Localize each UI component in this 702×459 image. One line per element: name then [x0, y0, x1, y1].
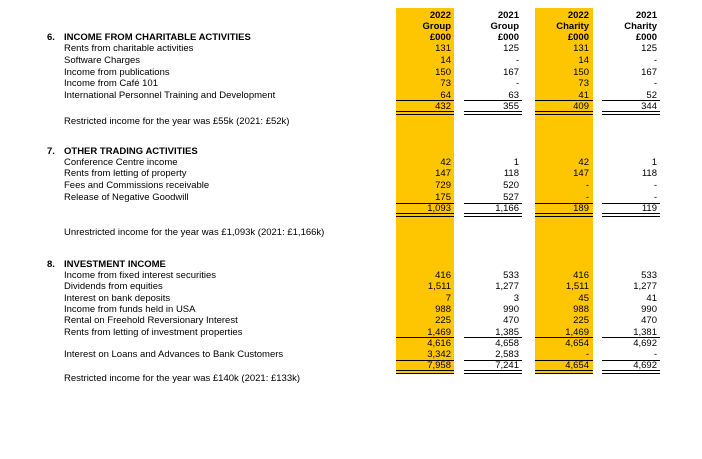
section-8-total: 4,654	[565, 360, 589, 371]
col2-unit: £000	[497, 32, 519, 43]
section-7-title: OTHER TRADING ACTIVITIES	[64, 146, 198, 157]
double-rule	[535, 370, 593, 374]
section-8-total: 7,958	[427, 360, 451, 371]
double-rule	[535, 111, 593, 115]
cell-value: 147	[435, 168, 451, 179]
section-7-total: 189	[573, 203, 589, 214]
cell-value: 3,342	[427, 349, 451, 360]
cell-value: -	[585, 349, 589, 360]
cell-value: -	[653, 180, 657, 191]
cell-value: 1,381	[633, 327, 657, 338]
cell-value: 527	[503, 192, 519, 203]
cell-value: 118	[503, 168, 519, 179]
cell-value: 1	[651, 157, 657, 168]
section-8-subtotal: 4,658	[495, 338, 519, 349]
cell-value: 470	[641, 315, 657, 326]
section-6-total: 355	[503, 101, 519, 112]
cell-value: 41	[646, 293, 657, 304]
col1-unit: £000	[429, 32, 451, 43]
cell-value: 1,277	[495, 281, 519, 292]
double-rule	[602, 111, 660, 115]
double-rule	[396, 111, 454, 115]
cell-value: 533	[503, 270, 519, 281]
cell-value: 988	[435, 304, 451, 315]
double-rule	[464, 111, 522, 115]
row-label: Dividends from equities	[64, 281, 163, 292]
cell-value: 3	[513, 293, 519, 304]
cell-value: 1,511	[565, 281, 589, 292]
cell-value: -	[653, 55, 657, 66]
cell-value: 416	[573, 270, 589, 281]
col3-unit: £000	[567, 32, 589, 43]
row-label: Release of Negative Goodwill	[64, 192, 189, 203]
cell-value: 52	[646, 90, 657, 101]
cell-value: 1,277	[633, 281, 657, 292]
double-rule	[396, 213, 454, 217]
row-label: Income from funds held in USA	[64, 304, 196, 315]
double-rule	[535, 213, 593, 217]
cell-value: 150	[435, 67, 451, 78]
row-label: Interest on bank deposits	[64, 293, 171, 304]
cell-value: 125	[503, 43, 519, 54]
cell-value: 990	[641, 304, 657, 315]
cell-value: 42	[578, 157, 589, 168]
section-8-total: 7,241	[495, 360, 519, 371]
row-label: Rents from letting of property	[64, 168, 187, 179]
row-label: Rents from charitable activities	[64, 43, 194, 54]
cell-value: 2,583	[495, 349, 519, 360]
row-label: Income from fixed interest securities	[64, 270, 217, 281]
cell-value: 64	[440, 90, 451, 101]
double-rule	[396, 370, 454, 374]
section-6-total: 409	[573, 101, 589, 112]
cell-value: 41	[578, 90, 589, 101]
cell-value: 729	[435, 180, 451, 191]
cell-value: 533	[641, 270, 657, 281]
cell-value: 1	[513, 157, 519, 168]
cell-value: -	[585, 192, 589, 203]
cell-value: 175	[435, 192, 451, 203]
cell-value: -	[653, 78, 657, 89]
section-8-number: 8.	[47, 259, 55, 270]
row-label: Rental on Freehold Reversionary Interest	[64, 315, 238, 326]
cell-value: 125	[641, 43, 657, 54]
section-8-total: 4,692	[633, 360, 657, 371]
cell-value: -	[515, 55, 519, 66]
cell-value: -	[585, 180, 589, 191]
cell-value: 225	[573, 315, 589, 326]
cell-value: 988	[573, 304, 589, 315]
col1-entity: Group	[422, 21, 451, 32]
section-8-note: Restricted income for the year was £140k (2021: £133k)	[64, 373, 301, 384]
cell-value: 63	[508, 90, 519, 101]
cell-value: 416	[435, 270, 451, 281]
cell-value: 520	[503, 180, 519, 191]
row-label: Conference Centre income	[64, 157, 178, 168]
row-label: International Personnel Training and Development	[64, 90, 276, 101]
section-6-note: Restricted income for the year was £55k (2021: £52k)	[64, 116, 290, 127]
cell-value: 225	[435, 315, 451, 326]
cell-value: 45	[578, 293, 589, 304]
cell-value: 73	[578, 78, 589, 89]
cell-value: 118	[641, 168, 657, 179]
section-7-total: 1,093	[427, 203, 451, 214]
double-rule	[602, 213, 660, 217]
cell-value: 1,469	[427, 327, 451, 338]
section-8-subtotal: 4,616	[427, 338, 451, 349]
double-rule	[602, 370, 660, 374]
section-6-total: 344	[641, 101, 657, 112]
cell-value: -	[653, 349, 657, 360]
cell-value: -	[515, 78, 519, 89]
col2-year: 2021	[497, 10, 519, 21]
section-7-total: 119	[641, 203, 657, 214]
col1-year: 2022	[429, 10, 451, 21]
col4-entity: Charity	[624, 21, 657, 32]
row-label: Income from publications	[64, 67, 170, 78]
double-rule	[464, 370, 522, 374]
section-8-subtotal: 4,654	[565, 338, 589, 349]
section-7-total: 1,166	[495, 203, 519, 214]
cell-value: 167	[641, 67, 657, 78]
section-6-total: 432	[435, 101, 451, 112]
cell-value: 7	[445, 293, 451, 304]
col4-year: 2021	[635, 10, 657, 21]
section-6-title: INCOME FROM CHARITABLE ACTIVITIES	[64, 32, 251, 43]
row-label: Income from Café 101	[64, 78, 158, 89]
cell-value: 147	[573, 168, 589, 179]
row-label: Software Charges	[64, 55, 141, 66]
loans-row-label: Interest on Loans and Advances to Bank Customers	[64, 349, 284, 360]
cell-value: -	[653, 192, 657, 203]
cell-value: 42	[440, 157, 451, 168]
col3-entity: Charity	[556, 21, 589, 32]
section-8-subtotal: 4,692	[633, 338, 657, 349]
col3-year: 2022	[567, 10, 589, 21]
section-6-number: 6.	[47, 32, 55, 43]
cell-value: 131	[573, 43, 589, 54]
col2-entity: Group	[490, 21, 519, 32]
cell-value: 14	[578, 55, 589, 66]
cell-value: 990	[503, 304, 519, 315]
cell-value: 131	[435, 43, 451, 54]
cell-value: 73	[440, 78, 451, 89]
row-label: Rents from letting of investment properties	[64, 327, 243, 338]
cell-value: 1,385	[495, 327, 519, 338]
section-8-title: INVESTMENT INCOME	[64, 259, 166, 270]
section-7-note: Unrestricted income for the year was £1,093k (2021: £1,166k)	[64, 227, 325, 238]
section-7-number: 7.	[47, 146, 55, 157]
double-rule	[464, 213, 522, 217]
cell-value: 1,469	[565, 327, 589, 338]
col4-unit: £000	[635, 32, 657, 43]
cell-value: 14	[440, 55, 451, 66]
cell-value: 150	[573, 67, 589, 78]
cell-value: 470	[503, 315, 519, 326]
row-label: Fees and Commissions receivable	[64, 180, 210, 191]
cell-value: 1,511	[427, 281, 451, 292]
cell-value: 167	[503, 67, 519, 78]
